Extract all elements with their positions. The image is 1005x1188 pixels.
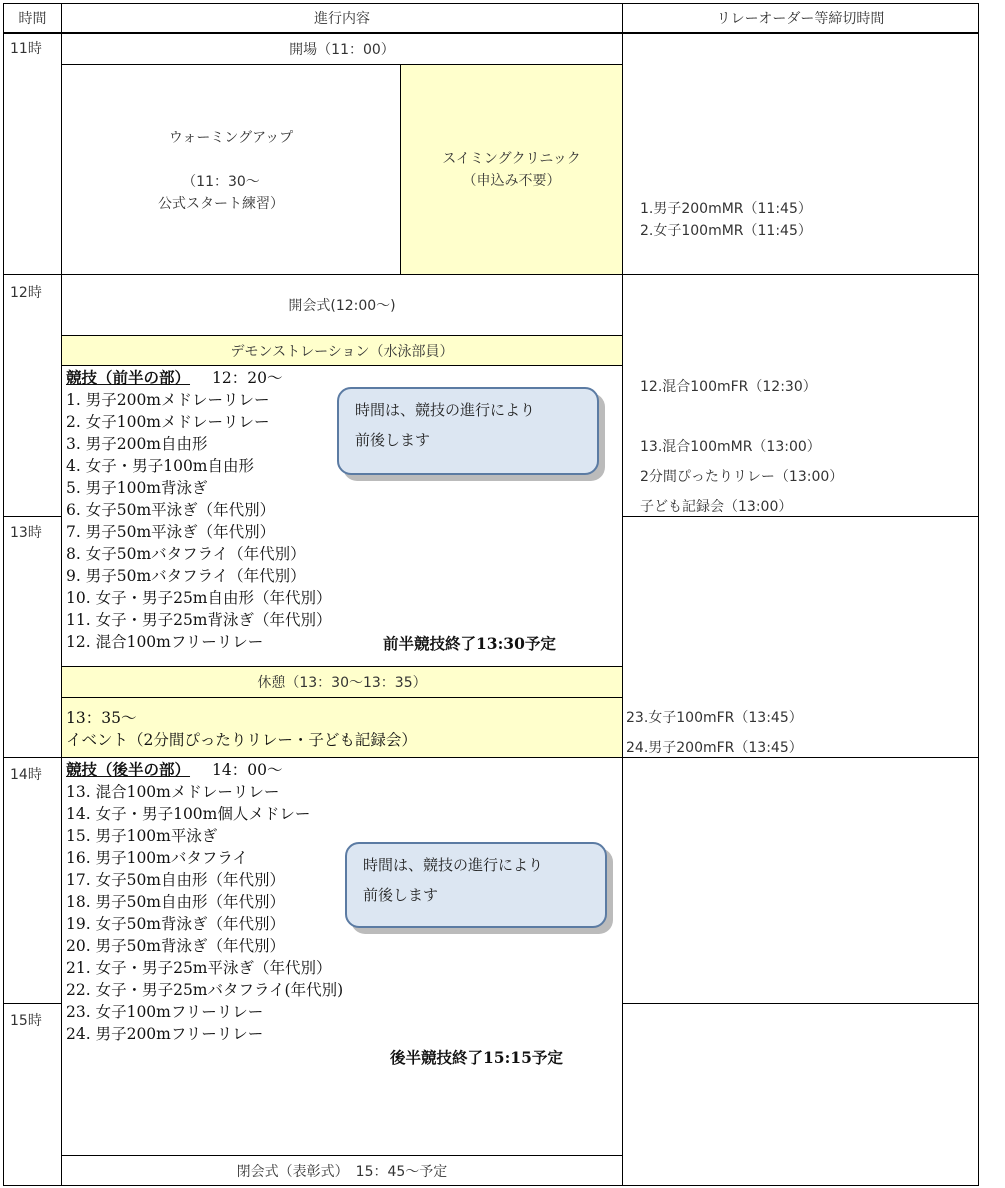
relay-item: 12.混合100mFR（12:30） xyxy=(640,379,817,395)
warmup-title: ウォーミングアップ xyxy=(168,130,294,146)
event-item: 21. 女子・男子25m平泳ぎ（年代別） xyxy=(66,959,332,977)
hour-14: 14時 xyxy=(10,767,42,783)
event-item: 12. 混合100mフリーリレー xyxy=(66,633,264,651)
first-title: 競技（前半の部） xyxy=(66,368,191,387)
warmup-desc: 公式スタート練習） xyxy=(158,196,284,212)
demo: デモンストレーション（水泳部員） xyxy=(230,343,454,360)
second-time: 14：00～ xyxy=(212,761,283,779)
event-item: 8. 女子50mバタフライ（年代別） xyxy=(66,545,306,563)
event-item: 2. 女子100mメドレーリレー xyxy=(66,413,270,431)
ceremony: 開会式(12:00～) xyxy=(288,298,396,314)
clinic xyxy=(401,148,622,192)
event-item: 14. 女子・男子100m個人メドレー xyxy=(66,805,311,823)
event-time: 13：35～ xyxy=(66,709,137,727)
clinic-note: （申込み不要） xyxy=(462,173,561,189)
callout-note-2 xyxy=(345,842,607,928)
event-item: 18. 男子50m自由形（年代別） xyxy=(66,893,285,911)
event-item: 7. 男子50m平泳ぎ（年代別） xyxy=(66,523,276,541)
first-end: 前半競技終了13:30予定 xyxy=(383,634,556,653)
relay-item: 2分間ぴったりリレー（13:00） xyxy=(640,469,844,485)
event-item: 5. 男子100m背泳ぎ xyxy=(66,479,208,497)
event-item: 23. 女子100mフリーリレー xyxy=(66,1003,264,1021)
event-item: 10. 女子・男子25m自由形（年代別） xyxy=(66,589,332,607)
relay-item: 1.男子200mMR（11:45） xyxy=(640,201,812,217)
event-item: 9. 男子50mバタフライ（年代別） xyxy=(66,567,306,585)
event-item: 22. 女子・男子25mバタフライ(年代別) xyxy=(66,981,344,999)
event-item: 20. 男子50m背泳ぎ（年代別） xyxy=(66,937,285,955)
header-content: 進行内容 xyxy=(314,11,370,27)
callout-line: 前後します xyxy=(363,886,439,904)
hour-13: 13時 xyxy=(10,525,42,541)
break: 休憩（13：30～13：35） xyxy=(257,675,427,691)
header-relay: リレーオーダー等締切時間 xyxy=(716,11,885,27)
clinic-title: スイミングクリニック xyxy=(442,151,581,167)
event-item: 3. 男子200m自由形 xyxy=(66,435,208,453)
event-item: 19. 女子50m背泳ぎ（年代別） xyxy=(66,915,285,933)
first-time: 12：20～ xyxy=(212,369,283,387)
second-end: 後半競技終了15:15予定 xyxy=(390,1048,563,1067)
event-item: 11. 女子・男子25m背泳ぎ（年代別） xyxy=(66,611,332,629)
event-item: 16. 男子100mバタフライ xyxy=(66,849,248,867)
event-item: 1. 男子200mメドレーリレー xyxy=(66,391,270,409)
callout-line: 前後します xyxy=(355,431,431,449)
event-item: 17. 女子50m自由形（年代別） xyxy=(66,871,285,889)
warmup xyxy=(62,65,400,274)
event xyxy=(66,707,417,751)
callout-line: 時間は、競技の進行により xyxy=(363,856,544,874)
relay-item: 13.混合100mMR（13:00） xyxy=(640,439,821,455)
relay-item: 2.女子100mMR（11:45） xyxy=(640,223,812,239)
event-item: 13. 混合100mメドレーリレー xyxy=(66,783,280,801)
relay-13 xyxy=(626,703,803,763)
hour-11: 11時 xyxy=(10,41,42,57)
event-item: 15. 男子100m平泳ぎ xyxy=(66,827,218,845)
event-item: 6. 女子50m平泳ぎ（年代別） xyxy=(66,501,276,519)
hour-15: 15時 xyxy=(10,1013,42,1029)
relay-item: 24.男子200mFR（13:45） xyxy=(626,740,803,756)
header-time: 時間 xyxy=(18,11,47,27)
warmup-time: （11：30～ xyxy=(182,174,260,190)
callout-line: 時間は、競技の進行により xyxy=(355,401,536,419)
event-desc: イベント（2分間ぴったりリレー・子ども記録会） xyxy=(66,731,417,749)
second-title: 競技（後半の部） xyxy=(66,760,191,779)
callout-note-1 xyxy=(337,387,599,475)
relay-12 xyxy=(640,372,843,522)
relay-item: 子ども記録会（13:00） xyxy=(640,499,793,515)
closing: 閉会式（表彰式） 15：45～予定 xyxy=(236,1163,448,1180)
event-item: 24. 男子200mフリーリレー xyxy=(66,1025,264,1043)
relay-11 xyxy=(640,198,812,242)
hour-12: 12時 xyxy=(10,285,42,301)
opening: 開場（11：00） xyxy=(289,42,395,58)
relay-item: 23.女子100mFR（13:45） xyxy=(626,710,803,726)
event-item: 4. 女子・男子100m自由形 xyxy=(66,457,254,475)
